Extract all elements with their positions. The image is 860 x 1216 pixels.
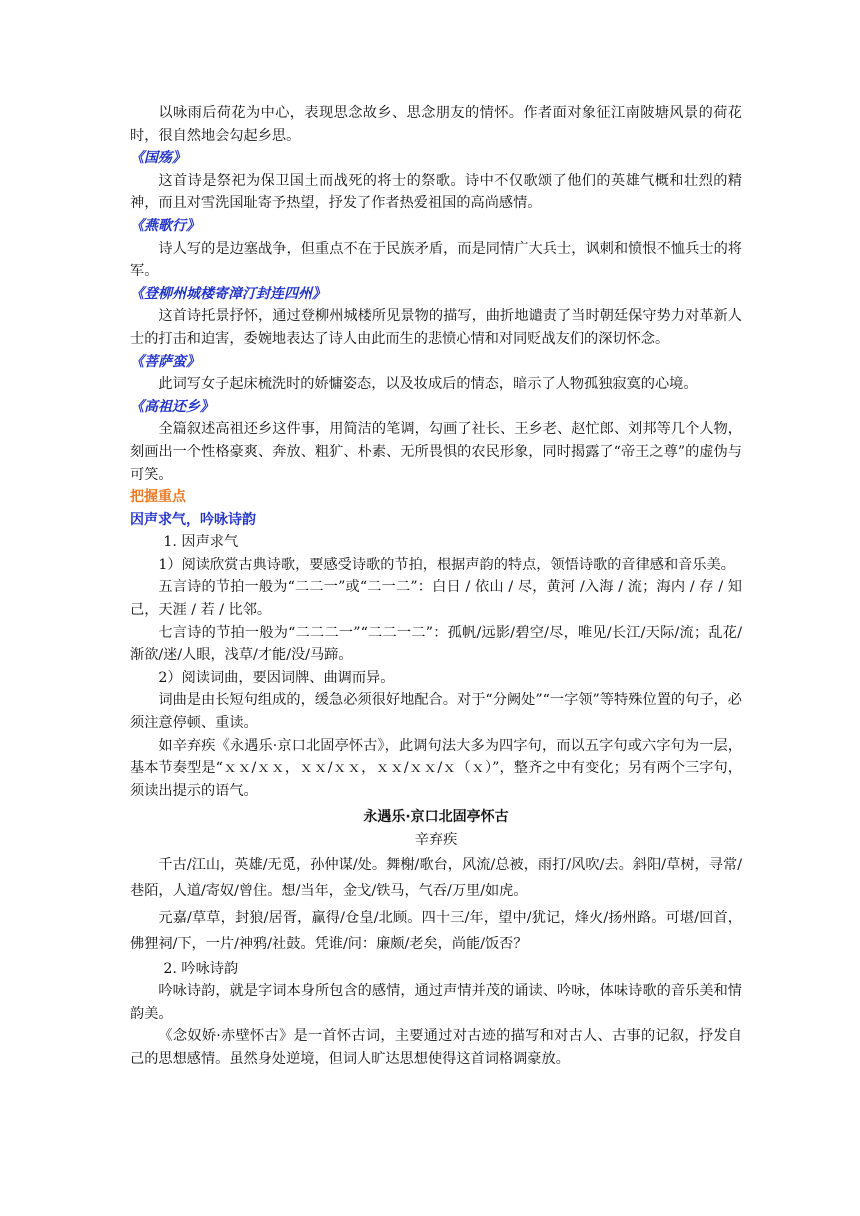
gaozu-title: 《高祖还乡》 xyxy=(130,398,214,415)
liuzhou-title: 《登柳州城楼寄漳汀封连四州》 xyxy=(130,285,326,302)
subsection-1-paragraph-6: 如辛弃疾《永遇乐·京口北固亭怀古》，此调句法大多为四字句，而以五字句或六字句为一层，基本节奏型是“ｘｘ/ｘｘ，ｘｘ/ｘｘ，ｘｘ/ｘｘ/ｘ（ｘ）”，整齐之中有变化；另有两个三字句，须读出提示的语气。 xyxy=(130,737,742,799)
subsection-1-paragraph-1: 1）阅读欣赏古典诗歌，要感受诗歌的节拍，根据声韵的特点，领悟诗歌的音律感和音乐美。 xyxy=(158,556,735,573)
section-heading: 因声求气，吟咏诗韵 xyxy=(130,511,256,528)
subsection-2-paragraph-1: 吟咏诗韵，就是字词本身所包含的感情，通过声情并茂的诵读、吟咏，体味诗歌的音乐美和情韵美。 xyxy=(130,983,742,1022)
poem-stanza-1: 千古/江山，英雄/无觅，孙仲谋/处。舞榭/歌台，风流/总被，雨打/风吹/去。斜阳/草树，寻常/巷陌，人道/寄奴/曾住。想/当年，金戈/铁马，气吞/万里/如虎。 xyxy=(130,856,742,900)
yangexing-paragraph: 诗人写的是边塞战争，但重点不在于民族矛盾，而是同情广大兵士，讽刺和愤恨不恤兵士的将军。 xyxy=(130,240,742,280)
pusaman-paragraph: 此词写女子起床梳洗时的娇慵姿态，以及妆成后的情态，暗示了人物孤独寂寞的心境。 xyxy=(158,376,698,393)
guoshang-paragraph: 这首诗是祭祀为保卫国土而战死的将士的祭歌。诗中不仅歌颂了他们的英雄气概和壮烈的精神，而且对雪洗国耻寄予热望，抒发了作者热爱祖国的高尚感情。 xyxy=(130,172,742,212)
focus-heading: 把握重点 xyxy=(130,489,186,506)
subsection-2-title: 2. 吟咏诗韵 xyxy=(163,960,239,977)
gaozu-paragraph: 全篇叙述高祖还乡这件事，用简洁的笔调，勾画了社长、王乡老、赵忙郎、刘邦等几个人物，刻画出一个性格豪爽、奔放、粗犷、朴素、无所畏惧的农民形象，同时揭露了“帝王之尊”的虚伪与可笑。 xyxy=(130,421,742,483)
yangexing-title: 《燕歌行》 xyxy=(130,217,200,234)
subsection-1-paragraph-5: 词曲是由长短句组成的，缓急必须很好地配合。对于“分阙处”“一字领”等特殊位置的句子，必须注意停顿、重读。 xyxy=(130,692,742,732)
pusaman-title: 《菩萨蛮》 xyxy=(130,353,200,370)
intro-paragraph: 以咏雨后荷花为中心，表现思念故乡、思念朋友的情怀。作者面对象征江南陂塘风景的荷花时，很自然地会勾起乡思。 xyxy=(130,105,742,144)
subsection-1-paragraph-4: 2）阅读词曲，要因词牌、曲调而异。 xyxy=(158,669,395,686)
poem-author: 辛弃疾 xyxy=(414,832,458,848)
guoshang-title: 《国殇》 xyxy=(130,150,186,167)
subsection-1-paragraph-2: 五言诗的节拍一般为“二二一”或“二一二”：白日 / 依山 / 尽，黄河 /入海 / 流；海内 / 存 / 知己，天涯 / 若 / 比邻。 xyxy=(130,579,742,619)
poem-stanza-2: 元嘉/草草，封狼/居胥，赢得/仓皇/北顾。四十三/年，望中/犹记，烽火/扬州路。可堪/回首，佛狸祠/下，一片/神鸦/社鼓。凭谁/问：廉颇/老矣，尚能/饭否？ xyxy=(130,909,742,953)
subsection-1-paragraph-3: 七言诗的节拍一般为“二二二一”“二二一二”：孤帆/远影/碧空/尽，唯见/长江/天际/流；乱花/渐欲/迷/人眼，浅草/才能/没/马蹄。 xyxy=(130,624,742,664)
liuzhou-paragraph: 这首诗托景抒怀，通过登柳州城楼所见景物的描写，曲折地谴责了当时朝廷保守势力对革新人士的打击和迫害，委婉地表达了诗人由此而生的悲愤心情和对同贬战友们的深切怀念。 xyxy=(130,308,742,347)
subsection-2-paragraph-2: 《念奴娇·赤壁怀古》是一首怀古词，主要通过对古迹的描写和对古人、古事的记叙，抒发自己的思想感情。虽然身处逆境，但词人旷达思想使得这首词格调豪放。 xyxy=(130,1028,742,1067)
subsection-1-title: 1. 因声求气 xyxy=(163,534,239,551)
poem-title: 永遇乐·京口北固亭怀古 xyxy=(363,809,509,826)
